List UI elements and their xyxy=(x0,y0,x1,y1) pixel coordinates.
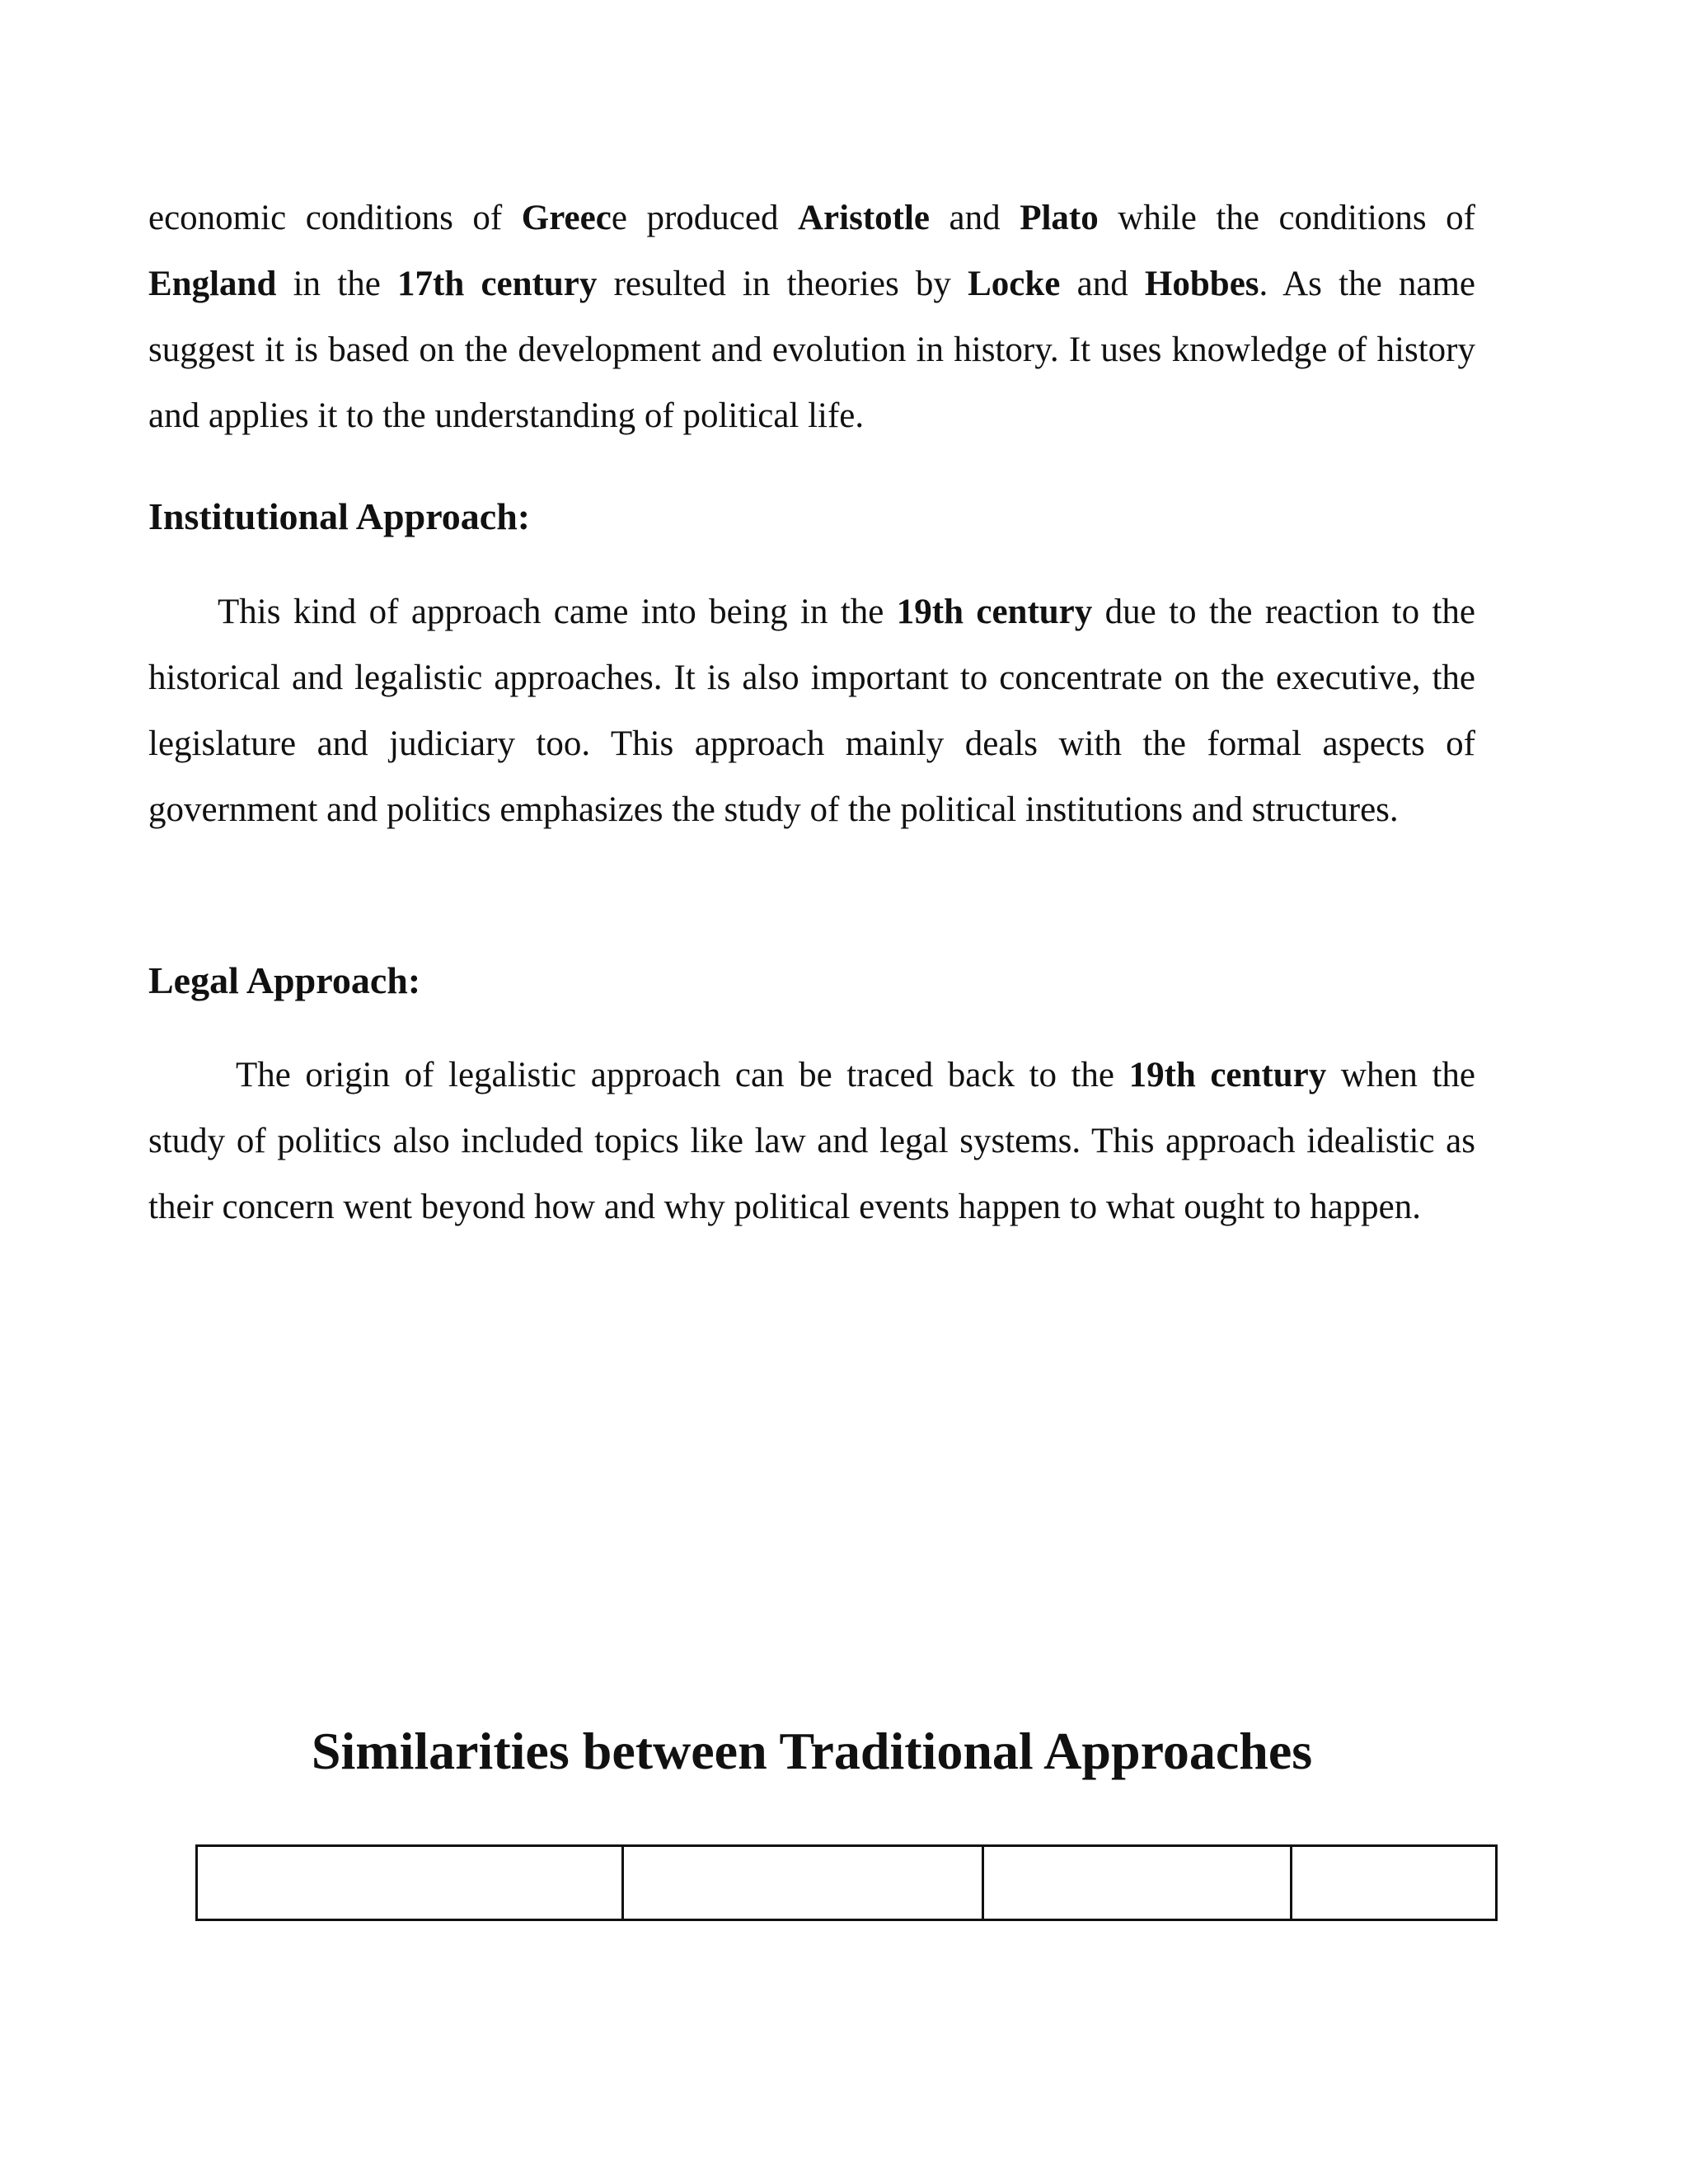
bold-term-plato: Plato xyxy=(1020,199,1099,237)
similarities-table xyxy=(195,1844,1498,1921)
table-cell xyxy=(624,1847,984,1919)
institutional-approach-paragraph xyxy=(148,579,1475,843)
legal-approach-paragraph xyxy=(148,1043,1475,1240)
text-run: This kind of approach came into being in the xyxy=(218,593,897,631)
text-run: . As the name suggest it is based on the development and evolution in history. It uses knowledge of history and applies it to the understanding of political life. xyxy=(148,265,1475,435)
text-run: economic conditions of xyxy=(148,199,522,237)
bold-term-england: England xyxy=(148,265,277,303)
text-run: e produced xyxy=(611,199,798,237)
legal-approach-heading: Legal Approach: xyxy=(148,959,421,1001)
bold-term-aristotle: Aristotle xyxy=(798,199,930,237)
institutional-approach-heading: Institutional Approach: xyxy=(148,495,531,537)
table-cell xyxy=(984,1847,1292,1919)
bold-term-17th-century: 17th century xyxy=(397,265,598,303)
bold-term-hobbes: Hobbes xyxy=(1144,265,1259,303)
bold-term-greece: Greec xyxy=(521,199,612,237)
historical-approach-paragraph xyxy=(148,185,1475,449)
bold-term-19th-century: 19th century xyxy=(1128,1056,1327,1094)
similarities-section-title: Similarities between Traditional Approaches xyxy=(311,1722,1313,1780)
table-cell xyxy=(198,1847,624,1919)
text-run: while the conditions of xyxy=(1098,199,1476,237)
bold-term-locke: Locke xyxy=(968,265,1061,303)
bold-term-19th-century: 19th century xyxy=(896,593,1093,631)
text-run: due to the reaction to the historical and legalistic approaches. It is also important to concentrate on the executive, the legislature and judiciary too. This approach mainly deals with the formal aspects of government and politics emphasizes the study of the political institutions and structures. xyxy=(148,593,1476,829)
table-cell xyxy=(1292,1847,1495,1919)
text-run: and xyxy=(1060,265,1145,303)
text-run: The origin of legalistic approach can be traced back to the xyxy=(236,1056,1129,1094)
text-run: and xyxy=(930,199,1020,237)
text-run: when the study of politics also included topics like law and legal systems. This approach idealistic as their concern went beyond how and why political events happen to what ought to happen. xyxy=(148,1056,1476,1226)
text-run: in the xyxy=(276,265,397,303)
text-run: resulted in theories by xyxy=(597,265,968,303)
